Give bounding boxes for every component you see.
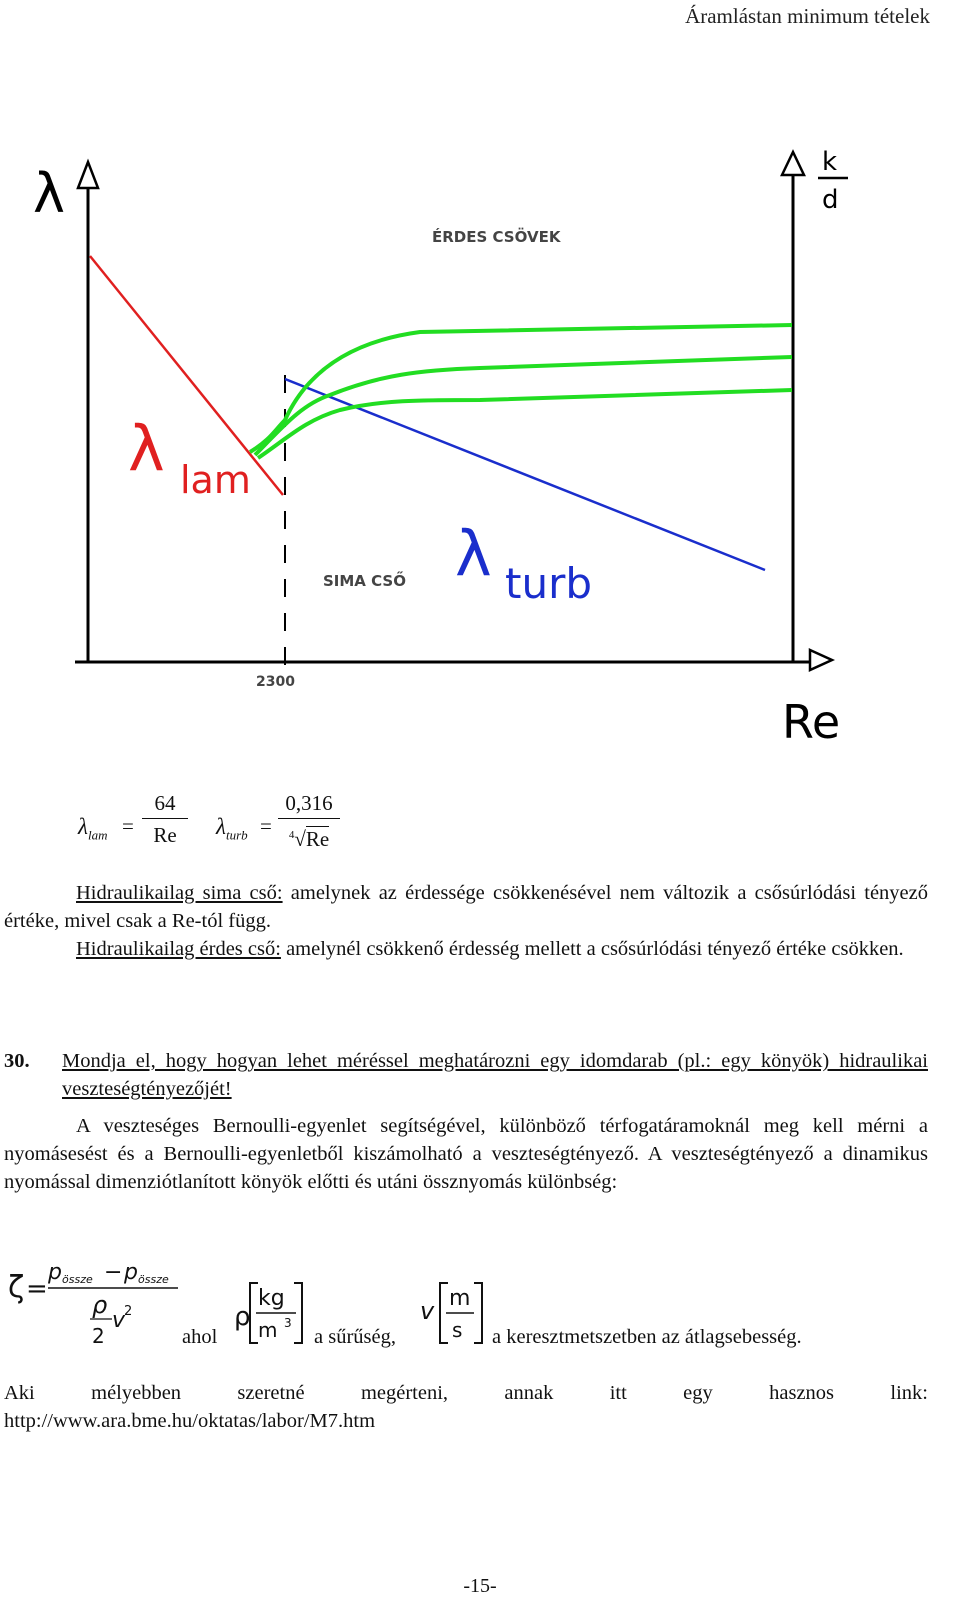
zeta-rho: ρ	[92, 1291, 108, 1319]
lambda-turb-fraction: 0,316 $^4$√Re	[278, 788, 340, 849]
lambda-turb-symbol: λ	[455, 517, 492, 590]
zeta-p1-sub: össze	[62, 1273, 93, 1286]
zeta-two: 2	[92, 1324, 105, 1348]
lambda-turb-formula-symbol: $\lambda_{turb}$	[216, 814, 248, 843]
zeta-minus: −	[104, 1260, 123, 1285]
x-axis-label: Re	[782, 695, 841, 749]
zeta-v: v	[112, 1308, 126, 1333]
friction-factor-diagram	[0, 130, 960, 770]
zeta-v-exp: 2	[124, 1304, 133, 1319]
density-text: a sűrűség,	[314, 1326, 396, 1348]
right-axis-arrow	[782, 152, 804, 175]
zeta-p2-sub: össze	[138, 1273, 169, 1286]
zeta-p2: p	[124, 1260, 138, 1285]
lambda-turb-equals: =	[260, 814, 272, 838]
velocity-symbol: v	[420, 1297, 435, 1325]
question-30-text: Mondja el, hogy hogyan lehet méréssel meghatározni egy idomdarab (pl.: egy könyök) hidraulikai veszteségtényezőjét!	[62, 1050, 928, 1100]
density-unit-numerator: kg	[258, 1286, 285, 1311]
rough-curve-1	[250, 325, 792, 452]
lambda-lam-formula-symbol: $\lambda_{lam}$	[78, 814, 108, 843]
right-axis-label-denominator: d	[822, 185, 839, 215]
density-symbol: ρ	[234, 1302, 251, 1332]
lambda-lam-symbol: λ	[128, 412, 165, 485]
page-header-title: Áramlástan minimum tételek	[685, 4, 930, 28]
zeta-symbol: ζ	[8, 1270, 25, 1305]
velocity-bracket-right	[474, 1283, 482, 1343]
lambda-turb-subscript: turb	[505, 559, 593, 608]
density-unit-denominator: m	[258, 1318, 278, 1342]
page-number: -15-	[463, 1575, 497, 1597]
lambda-lam-equals: =	[122, 814, 134, 838]
left-y-axis-arrow	[78, 162, 98, 188]
link-url[interactable]: http://www.ara.bme.hu/oktatas/labor/M7.htm	[4, 1410, 376, 1432]
lambda-lam-fraction: 64 Re	[142, 788, 188, 849]
y-axis-label: λ	[33, 162, 65, 225]
rough-curve-2	[255, 357, 792, 455]
x-axis-arrow	[810, 650, 832, 670]
zeta-p1: p	[48, 1260, 62, 1285]
zeta-equals: =	[26, 1274, 48, 1304]
density-unit-exp: 3	[284, 1316, 292, 1330]
question-30-answer: A veszteséges Bernoulli-egyenlet segítségével, különböző térfogatáramoknál meg kell mérni a nyomásesést és a Bernoulli-egyenletből kiszámolható a veszteségtényező. A veszteségtényező a dinamikus nyomással dimenziótlanított könyök előtti és utáni össznyomás különbség:	[4, 1115, 928, 1193]
velocity-unit-numerator: m	[449, 1286, 471, 1311]
right-axis-label-numerator: k	[822, 147, 838, 177]
lambda-lam-subscript: lam	[180, 458, 251, 502]
zeta-formula	[0, 1255, 960, 1355]
rough-pipes-label: ÉRDES CSÖVEK	[432, 228, 561, 246]
link-intro: Aki mélyebben szeretné megérteni, annak itt egy hasznos link:	[4, 1382, 928, 1404]
question-30-number: 30.	[4, 1050, 30, 1072]
smooth-pipe-label: SIMA CSŐ	[323, 572, 406, 590]
velocity-text: a keresztmetszetben az átlagsebesség.	[492, 1326, 802, 1348]
rough-pipe-definition: Hidraulikailag érdes cső: amelynél csökkenő érdesség mellett a csősúrlódási tényező értéke csökken.	[76, 938, 904, 960]
lambda-formulas	[78, 791, 478, 870]
ahol-text: ahol	[182, 1326, 218, 1348]
velocity-unit-denominator: s	[452, 1318, 463, 1342]
critical-re-label: 2300	[256, 674, 295, 690]
smooth-pipe-definition: Hidraulikailag sima cső: amelynek az érdessége csökkenésével nem változik a csősúrlódási tényező értéke, mivel csak a Re-tól függ.	[4, 882, 928, 932]
